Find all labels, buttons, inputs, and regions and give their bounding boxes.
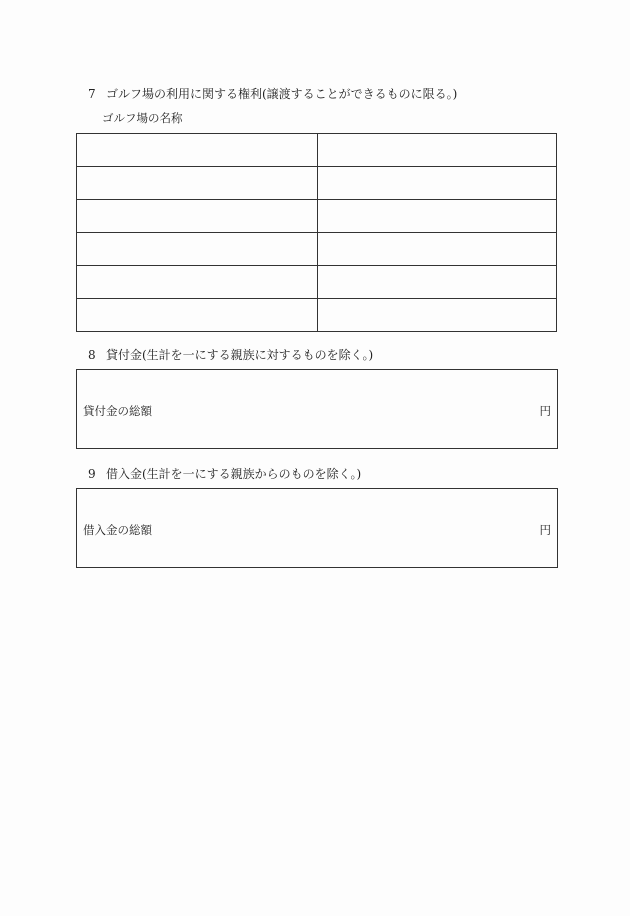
section8-title: 貸付金(生計を一にする親族に対するものを除く。) <box>106 348 374 362</box>
borrowings-unit: 円 <box>539 523 551 537</box>
table-row <box>77 233 557 266</box>
golf-course-detail-cell <box>318 233 557 266</box>
table-row <box>77 200 557 233</box>
golf-course-table <box>76 133 557 332</box>
golf-course-name-cell <box>77 167 318 200</box>
loans-receivable-unit: 円 <box>539 404 551 418</box>
borrowings-total-label: 借入金の総額 <box>83 523 152 537</box>
golf-course-name-label: ゴルフ場の名称 <box>102 111 183 125</box>
table-row <box>77 299 557 332</box>
loans-receivable-box <box>76 369 558 449</box>
loans-receivable-total-label: 貸付金の総額 <box>83 404 152 418</box>
golf-course-detail-cell <box>318 167 557 200</box>
section8-number: 8 <box>88 348 96 362</box>
golf-course-name-cell <box>77 200 318 233</box>
table-row <box>77 134 557 167</box>
section7-title: ゴルフ場の利用に関する権利(譲渡することができるものに限る。) <box>106 87 458 101</box>
section8-heading <box>88 346 373 363</box>
section7-heading <box>88 85 457 102</box>
table-row <box>77 167 557 200</box>
golf-course-name-cell <box>77 299 318 332</box>
table-row <box>77 266 557 299</box>
golf-course-name-cell <box>77 266 318 299</box>
golf-course-detail-cell <box>318 134 557 167</box>
section7-number: 7 <box>88 87 96 101</box>
golf-course-name-cell <box>77 134 318 167</box>
borrowings-box <box>76 488 558 568</box>
golf-course-detail-cell <box>318 299 557 332</box>
golf-course-detail-cell <box>318 266 557 299</box>
section9-title: 借入金(生計を一にする親族からのものを除く。) <box>106 467 362 481</box>
golf-course-detail-cell <box>318 200 557 233</box>
section9-number: 9 <box>88 467 96 481</box>
section9-heading <box>88 465 361 482</box>
golf-course-name-cell <box>77 233 318 266</box>
